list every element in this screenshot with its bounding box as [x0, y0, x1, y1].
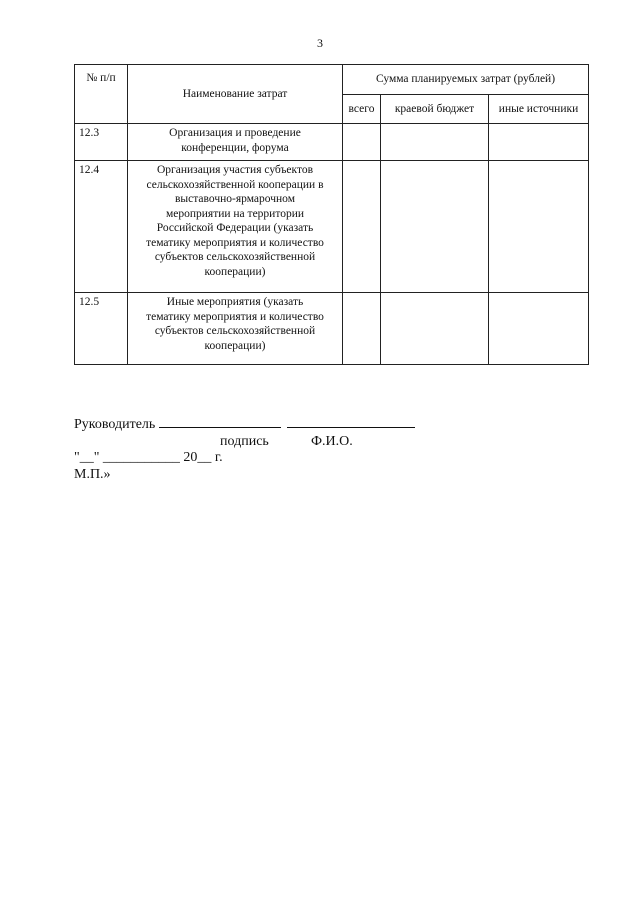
- signature-captions: [74, 433, 474, 449]
- row-name-line: тематику мероприятия и количество: [146, 236, 324, 249]
- sign-caption: подпись: [220, 434, 269, 449]
- row-other: [489, 124, 589, 161]
- row-name-line: кооперации): [204, 265, 266, 278]
- table-header-row-1: [75, 65, 589, 95]
- expenses-table: [74, 64, 589, 365]
- header-name: Наименование затрат: [128, 65, 343, 124]
- row-name-line: субъектов сельскохозяйственной: [154, 251, 316, 263]
- row-regional: [381, 124, 489, 161]
- table-row: [75, 293, 589, 365]
- head-label: Руководитель: [74, 417, 156, 432]
- table-row: [75, 124, 589, 161]
- date-line: "__" ___________ 20__ г.: [74, 450, 223, 465]
- row-name-line: Организация и проведение: [169, 127, 301, 139]
- row-name-line: Российской Федерации (указать: [156, 222, 314, 234]
- header-num: № п/п: [75, 65, 128, 124]
- head-signature-line: [74, 415, 474, 433]
- row-total: [343, 293, 381, 365]
- row-name: [128, 161, 343, 293]
- fio-underline: [287, 415, 415, 428]
- row-num: 12.3: [75, 124, 128, 161]
- row-total: [343, 161, 381, 293]
- table-row: [75, 161, 589, 293]
- row-name-line: конференции, форума: [181, 141, 289, 154]
- row-regional: [381, 161, 489, 293]
- row-num: 12.4: [75, 161, 128, 293]
- row-num: 12.5: [75, 293, 128, 365]
- row-total: [343, 124, 381, 161]
- header-total: всего: [343, 94, 381, 124]
- fio-caption: Ф.И.О.: [311, 434, 353, 449]
- header-sum: Сумма планируемых затрат (рублей): [343, 65, 589, 95]
- row-name-line: субъектов сельскохозяйственной: [154, 325, 316, 337]
- row-name: [128, 293, 343, 365]
- row-name-line: выставочно-ярмарочном: [175, 193, 295, 205]
- row-name: [128, 124, 343, 161]
- row-name-line: кооперации): [204, 339, 266, 352]
- row-regional: [381, 293, 489, 365]
- header-regional: краевой бюджет: [381, 94, 489, 124]
- row-other: [489, 161, 589, 293]
- header-other: иные источники: [489, 94, 589, 124]
- row-name-line: Организация участия субъектов: [156, 164, 314, 176]
- stamp-label: М.П.»: [74, 467, 111, 482]
- row-name-line: сельскохозяйственной кооперации в: [146, 178, 324, 191]
- signature-underline: [159, 415, 281, 428]
- row-name-line: мероприятии на территории: [165, 207, 305, 220]
- signature-block: [74, 415, 474, 483]
- row-name-line: Иные мероприятия (указать: [166, 296, 304, 308]
- row-other: [489, 293, 589, 365]
- page-number: 3: [317, 36, 323, 50]
- row-name-line: тематику мероприятия и количество: [146, 310, 324, 323]
